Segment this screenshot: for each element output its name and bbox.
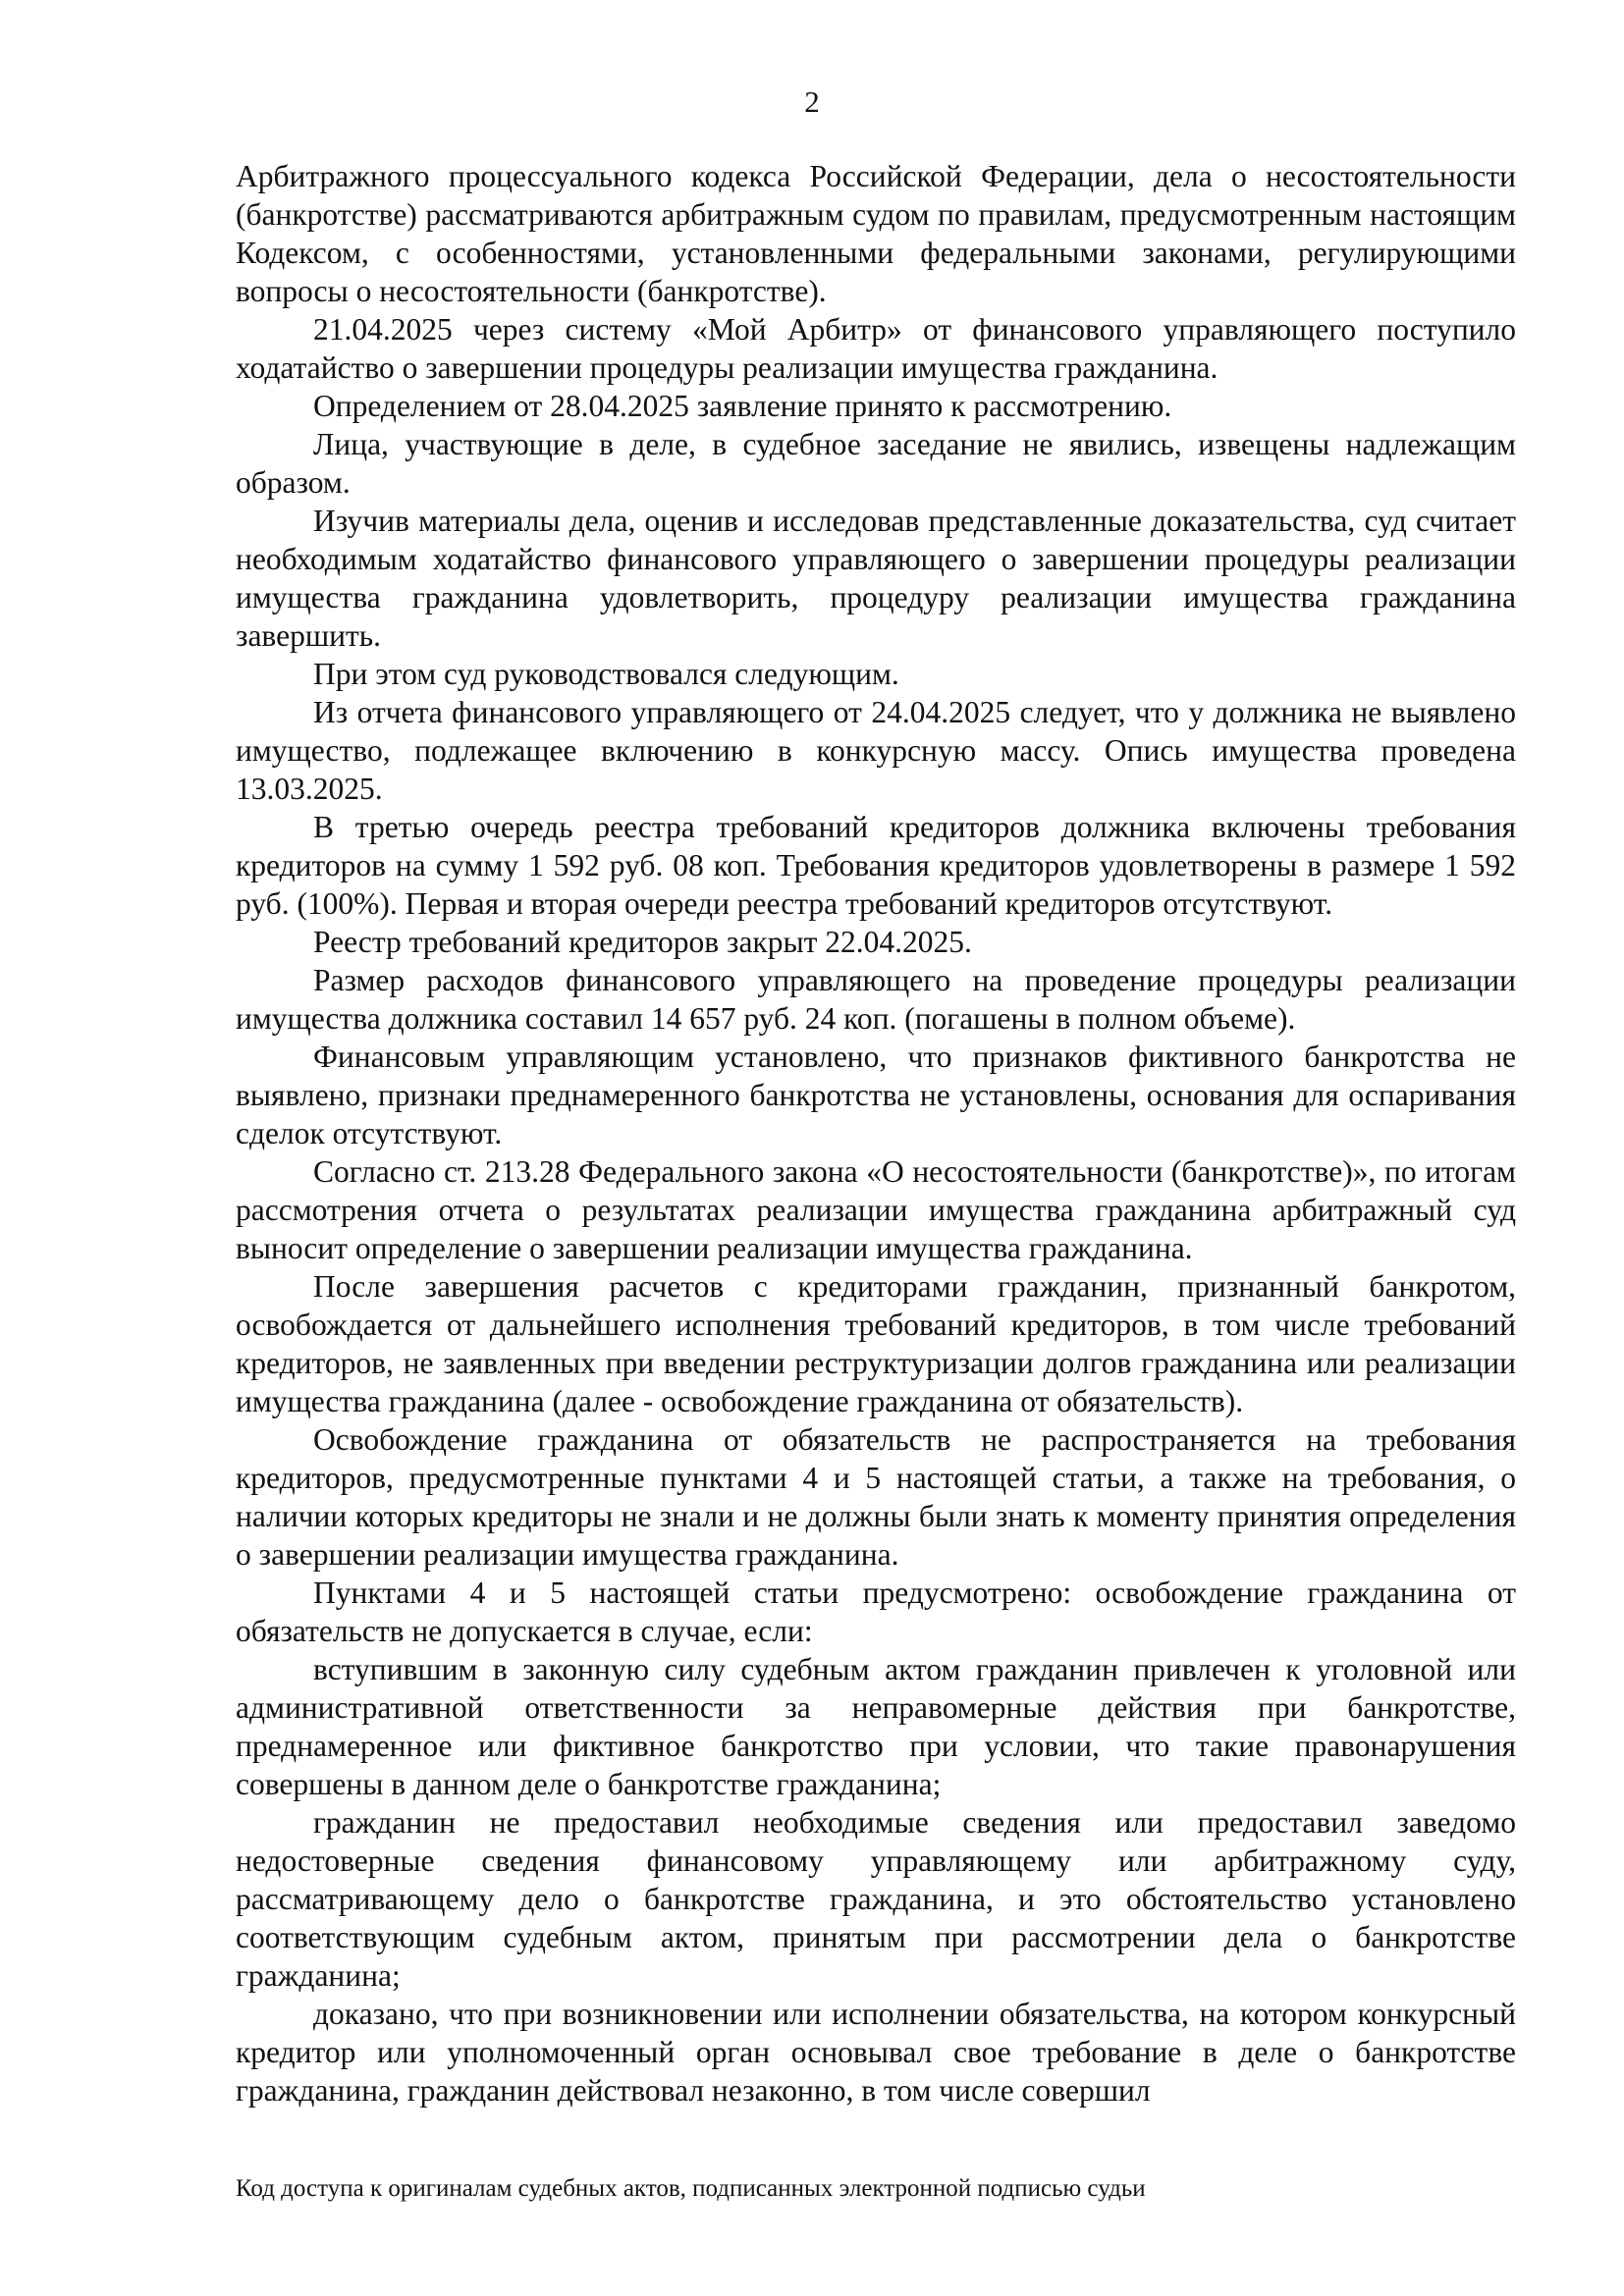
paragraph-items-4-5: Пунктами 4 и 5 настоящей статьи предусмотрено: освобождение гражданина от обязательств не допускается в случае, если: <box>236 1575 1516 1648</box>
paragraph-condition-illegal: доказано, что при возникновении или исполнении обязательства, на котором конкурсный кредитор или уполномоченный орган основывал свое требование в деле о банкротстве гражданина, гражданин действовал незаконно, в том числе совершил <box>236 1997 1516 2108</box>
paragraph-petition: 21.04.2025 через систему «Мой Арбитр» от финансового управляющего поступило ходатайство о завершении процедуры реализации имущества гражданина. <box>236 312 1516 385</box>
paragraph-release-from-obligations: После завершения расчетов с кредиторами гражданин, признанный банкротом, освобождается от дальнейшего исполнения требований кредиторов, в том числе требований кредиторов, не заявленных при введении реструктуризации долгов гражданина или реализации имущества гражданина (далее - освобождение гражданина от обязательств). <box>236 1269 1516 1418</box>
paragraph-continuation: Арбитражного процессуального кодекса Российской Федерации, дела о несостоятельности (банкротстве) рассматриваются арбитражным судом по правилам, предусмотренным настоящим Кодексом, с особенностями, установленными федеральными законами, регулирующими вопросы о несостоятельности (банкротстве). <box>236 159 1516 308</box>
footer-access-code: Код доступа к оригиналам судебных актов, подписанных электронной подписью судьи <box>236 2175 1146 2202</box>
paragraph-report: Из отчета финансового управляющего от 24.04.2025 следует, что у должника не выявлено имущество, подлежащее включению в конкурсную массу. Опись имущества проведена 13.03.2025. <box>236 695 1516 806</box>
paragraph-participants: Лица, участвующие в деле, в судебное заседание не явились, извещены надлежащим образом. <box>236 427 1516 500</box>
paragraph-condition-false-info: гражданин не предоставил необходимые сведения или предоставил заведомо недостоверные сведения финансовому управляющему или арбитражному суду, рассматривающему дело о банкротстве гражданина, и это обстоятельство установлено соответствующим судебным актом, принятым при рассмотрении дела о банкротстве гражданина; <box>236 1805 1516 1993</box>
paragraph-article-213-28: Согласно ст. 213.28 Федерального закона «О несостоятельности (банкротстве)», по итогам рассмотрения отчета о результатах реализации имущества гражданина арбитражный суд выносит определение о завершении реализации имущества гражданина. <box>236 1154 1516 1265</box>
paragraph-condition-criminal: вступившим в законную силу судебным актом гражданин привлечен к уголовной или административной ответственности за неправомерные действия при банкротстве, преднамеренное или фиктивное банкротство при условии, что такие правонарушения совершены в данном деле о банкротстве гражданина; <box>236 1652 1516 1801</box>
page-number: 2 <box>804 84 820 119</box>
paragraph-court-finding: Изучив материалы дела, оценив и исследовав представленные доказательства, суд считает необходимым ходатайство финансового управляющего о завершении процедуры реализации имущества гражданина удовлетворить, процедуру реализации имущества гражданина завершить. <box>236 504 1516 653</box>
paragraph-expenses: Размер расходов финансового управляющего на проведение процедуры реализации имущества должника составил 14 657 руб. 24 коп. (погашены в полном объеме). <box>236 963 1516 1036</box>
paragraph-release-exceptions: Освобождение гражданина от обязательств не распространяется на требования кредиторов, предусмотренные пунктами 4 и 5 настоящей статьи, а также на требования, о наличии которых кредиторы не знали и не должны были знать к моменту принятия определения о завершении реализации имущества гражданина. <box>236 1422 1516 1572</box>
document-body <box>236 157 1516 2109</box>
paragraph-guided-by: При этом суд руководствовался следующим. <box>313 657 899 691</box>
paragraph-determination: Определением от 28.04.2025 заявление принято к рассмотрению. <box>313 389 1172 423</box>
paragraph-fictitious-bankruptcy: Финансовым управляющим установлено, что признаков фиктивного банкротства не выявлено, признаки преднамеренного банкротства не установлены, основания для оспаривания сделок отсутствуют. <box>236 1040 1516 1150</box>
paragraph-register-closed: Реестр требований кредиторов закрыт 22.04.2025. <box>313 925 972 959</box>
paragraph-creditors-register: В третью очередь реестра требований кредиторов должника включены требования кредиторов на сумму 1 592 руб. 08 коп. Требования кредиторов удовлетворены в размере 1 592 руб. (100%). Первая и вторая очереди реестра требований кредиторов отсутствуют. <box>236 810 1516 921</box>
